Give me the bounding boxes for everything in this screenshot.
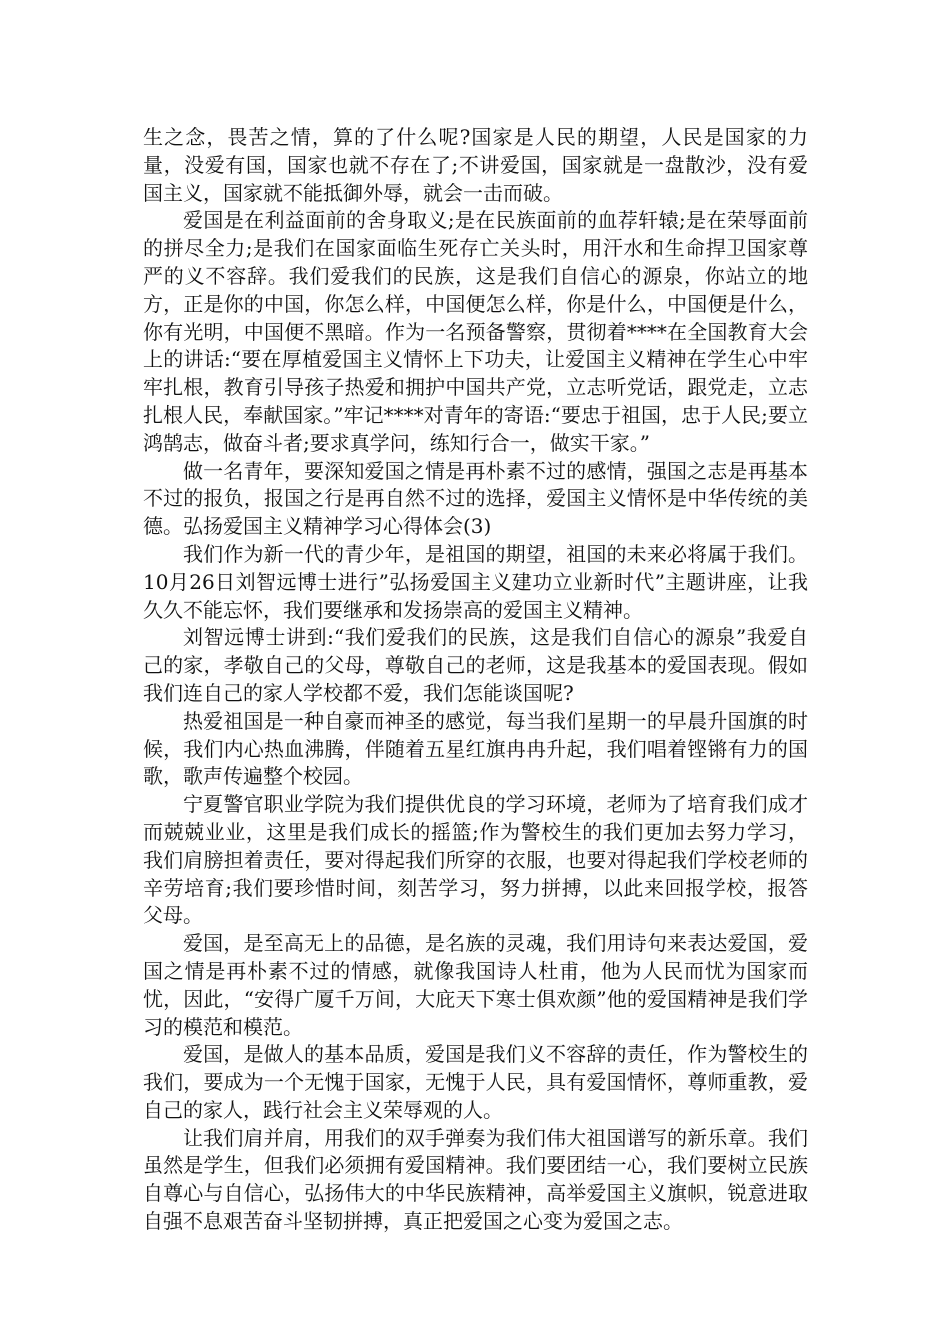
paragraph-1: 生之念，畏苦之情，算的了什么呢?国家是人民的期望，人民是国家的力量，没爱有国，国家也就不存在了;不讲爱国，国家就是一盘散沙，没有爱国主义，国家就不能抵御外辱，就会一击而破。 [143, 125, 808, 205]
paragraph-3: 做一名青年，要深知爱国之情是再朴素不过的感情，强国之志是再基本不过的报负，报国之行是再自然不过的选择，爱国主义情怀是中华传统的美德。弘扬爱国主义精神学习心得体会(3) [143, 458, 808, 539]
paragraph-5: 刘智远博士讲到:“我们爱我们的民族，这是我们自信心的源泉”我爱自己的家，孝敬自己的父母，尊敬自己的老师，这是我基本的爱国表现。假如我们连自己的家人学校都不爱，我们怎能谈国呢? [143, 625, 808, 705]
paragraph-2: 爱国是在利益面前的舍身取义;是在民族面前的血荐轩辕;是在荣辱面前的拼尽全力;是我们在国家面临生死存亡关头时，用汗水和生命捍卫国家尊严的义不容辞。我们爱我们的民族，这是我们自信心的源泉，你站立的地方，正是你的中国，你怎么样，中国便怎么样，你是什么，中国便是什么，你有光明，中国便不黑暗。作为一名预备警察，贯彻着****在全国教育大会上的讲话:“要在厚植爱国主义情怀上下功夫，让爱国主义精神在学生心中牢牢扎根，教育引导孩子热爱和拥护中国共产党，立志听党话，跟党走，立志扎根人民，奉献国家。”牢记****对青年的寄语:“要忠于祖国，忠于人民;要立鸿鹄志，做奋斗者;要求真学问，练知行合一，做实干家。” [143, 208, 808, 455]
paragraph-9: 爱国，是做人的基本品质，爱国是我们义不容辞的责任，作为警校生的我们，要成为一个无愧于国家，无愧于人民，具有爱国情怀，尊师重教，爱自己的家人，践行社会主义荣辱观的人。 [143, 1042, 808, 1122]
paragraph-4: 我们作为新一代的青少年，是祖国的期望，祖国的未来必将属于我们。10月26日刘智远博士进行”弘扬爱国主义建功立业新时代”主题讲座，让我久久不能忘怀，我们要继承和发扬崇高的爱国主义精神。 [143, 541, 808, 622]
paragraph-7: 宁夏警官职业学院为我们提供优良的学习环境，老师为了培育我们成才而兢兢业业，这里是我们成长的摇篮;作为警校生的我们更加去努力学习，我们肩膀担着责任，要对得起我们所穿的衣服，也要对得起我们学校老师的辛劳培育;我们要珍惜时间，刻苦学习，努力拼搏，以此来回报学校，报答父母。 [143, 792, 808, 928]
paragraph-6: 热爱祖国是一种自豪而神圣的感觉，每当我们星期一的早晨升国旗的时候，我们内心热血沸腾，伴随着五星红旗冉冉升起，我们唱着铿锵有力的国歌，歌声传遍整个校园。 [143, 708, 808, 789]
document-body [143, 124, 808, 1236]
paragraph-10: 让我们肩并肩，用我们的双手弹奏为我们伟大祖国谱写的新乐章。我们虽然是学生，但我们必须拥有爱国精神。我们要团结一心，我们要树立民族自尊心与自信心，弘扬伟大的中华民族精神，高举爱国主义旗帜，锐意进取自强不息艰苦奋斗坚韧拼搏，真正把爱国之心变为爱国之志。 [143, 1125, 808, 1234]
paragraph-8: 爱国，是至高无上的品德，是名族的灵魂，我们用诗句来表达爱国，爱国之情是再朴素不过的情感，就像我国诗人杜甫，他为人民而忧为国家而忧，因此，“安得广厦千万间，大庇天下寒士俱欢颜”他的爱国精神是我们学习的模范和模范。 [143, 931, 808, 1039]
